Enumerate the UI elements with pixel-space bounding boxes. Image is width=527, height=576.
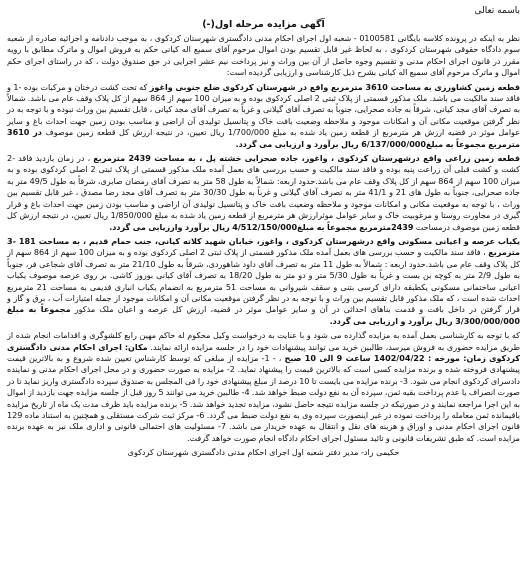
item-3-paragraph xyxy=(7,236,520,327)
auction-time: زمان: مورخه : 1402/04/22 ساعت 9 الی 10 صبح xyxy=(284,353,486,363)
item-2-paragraph xyxy=(7,153,520,233)
conditions-text-b: ، - 1- مزایده از مبلغی که توسط کارشناس تعیین شده شروع و به بالاترین قیمت پیشنهادی فروخته شده و برنده مزایده کسی است که بالاترین قیمت را پیشنهاد نماید. 2- مزایده به صورت حضوری و در محل اجرای احکام مدنی و نماینده دادسرای کردکوی انجام می شود. 3- برنده مزایده می بایست تا 10 درصد از مبلغ پیشنهادی خود را فی المجلس به صندوق سپرده دادگستری واریز نماید تا در صورت انصراف یا عدم پرداخت بقیه ثمن، سپرده آن به نفع دولت ضبط خواهد شد. 4- طالبین خرید می توانند 5 روز قبل از جلسه مزایده جهت بازدید از اموال به این اجرا مراجعه نمایند و در صورتیکه در جلسه مزایده نتیجه حاصل نشود، مزایده تجدید خواهد شد. 5- برنده مزایده باید ظرف مدت یک ماه از تاریخ مزایده باقیمانده ثمن معامله را پرداخت نموده در غیر اینصورت سپرده وی به نفع دولت ضبط می گردد. 6- مرکز ثبت شرکت مستقلی و همچنین به استناد ماده 129 قانون اجرای احکام مدنی و اوراق و هزینه های نقل و انتقال به عهده خریدار می باشد. 7- مسئولیت های احتمالی قانونی و اداری ملک نیز به عهده برنده مزایده است. که طبق تشریفات قانونی و تائید مسئول اجرای احکام دادگاه انجام صورت خواهد گرفت. xyxy=(7,353,521,443)
item-3-closing: مجموعاً به مبلغ 3/300/000/000 ریال برآورد و ارزیابی می گردد. xyxy=(7,305,520,326)
item-1-closing: در 3610 مترمربع مجموعاً به مبلغ6/137/000/000 ریال برآورد و ارزیابی می گردد. xyxy=(7,128,520,149)
item-2-body: ، در زمان بازدید فاقد -2 کشت و کشت قبلی آن زراعت پنبه بوده و فاقد سند مالکیت و حسب بررسی های بعمل آمده ملک مذکور قسمتی از پلاک ثبتی 2 اصلی کردکوی بوده و به میزان 100 سهم از 864 سهم از کل پلاک وقف عام می باشد.حدود اربعه: شمالاً به طول 58 متر به تصرف آقای رمضان صابری، شرقاً به طول 49/5 متر به جاده صحرایی، جنوباً به طول های 21 و 41/1 متر به تصرف آقای گیلانی و غرباً به طول 30/30 متر به تصرف آقای مجد رضا مصدق ، غیر قابل تقسیم بین وراث ، با توجه به موقعیت مکانی و امکانات موجود و ملاحظه وضعیت بافت خاک و پتانسیل تولیدی آن اراضی و مناسب بودن زمین جهت احداث باغ و قرار گیری در مجاورت روستا و مرغوبیت خاک و سایر عوامل موثرارزش هر مترمربع از قطعه زمین یاد شده به مبلغ 1/850/000 ریال تعیین، در نتیجه ارزش کل قطعه زمین موصوف درمساحت xyxy=(7,154,521,232)
item-3-body: ، فاقد سند مالکیت و حسب بررسی های بعمل آمده ملک مذکور قسمتی از پلاک ثبتی 2 اصلی کردکوی بوده و به میزان 100 سهم از 864 سهم از کل پلاک وقف عام می باشد.حدود اربعه : شمالاً به طول 11 متر به تصرف آقای داود شاهوردی، شرقاً به طول 21/10 متر به تصرف آقای شجاعی فر، جنوباً به طول 2/9 متر به کوچه بن بست و غرباً به طول 5/30 متر و دو متر به طول 18/20 به تصرف آقای کیانی بوروز کاشی. بر روی عرصه موصوف یکباب اعیانی ساختمانی مسکونی یکطبقه دارای کرسی بتنی و سقف شیروانی به مساحت 51 مترمربع به انضمام یکباب انباری قدیمی به مساحت 21 مترمربع احداث شده است ، که ملک مذکور قابل تقسیم بین وراث و با توجه به در نظر گرفتن موقعیت مکانی آن و امکانات موجود از جمله امتیازات آب ، برق و گاز و قرار گرفتن در داخل بافت و قدمت بناهای احداثی در آن و سایر عوامل موثر در قضیه، ارزش کل عرصه و اعیان ملک مذکور xyxy=(7,248,520,315)
notice-title: آگهی مزایده مرحله اول(-) xyxy=(202,19,325,30)
conditions-paragraph xyxy=(7,330,520,444)
auction-place: مکان: اجرای احکام مدنی دادگستری کردکوی xyxy=(7,342,520,363)
conditions-text-a: که با توجه به کارشناسی بعمل آمده به مزایده گذارده می شود و با عنایت به درخواست وکیل محکوم له حاکم مهین رابع کلشوگری و اقدامات انجام شده از طریق مزایده حضوری به فروش میرسد، طالبین خرید می توانند پیشنهادات خود را در جلسه مزایده ارائه نمایند. xyxy=(7,331,520,352)
item-2-heading: قطعه زمین زراعی واقع درشهرستان کردکوی ، واغوز، جاده صحرایی خشته پل ، به مساحت 2439 مترمربع xyxy=(93,154,521,164)
intro-paragraph: نظر به اینکه در پرونده کلاسه بایگانی 0100581 - شعبه اول اجرای احکام مدنی دادگستری شهرستان کردکوی ، به موجب دادنامه و اجرائیه صادره از شعبه سوم دادگاه حقوقی شهرستان کردکوی ، به لحاظ غیر قابل تقسیم بودن اموال مرحوم آقای سمیع اله کیانی حکم به فروش اموال و ماترک مطابق با رویه مقرر در قانون اجرای احکام مدنی و تقسیم وجوه حاصل از آن بین وراث و نیز پرداخت نیم عشر اجرایی در حق صندوق دولت ، که در راستای اجرای حکم اموال و ماترک مرحوم آقای سمیع اله کیانی بشرح ذیل کارشناسی و ارزیابی گردیده است: xyxy=(7,34,521,78)
item-1-paragraph xyxy=(7,82,520,150)
header-label: باسمه تعالی xyxy=(474,6,520,16)
item-3-heading: یکباب عرصه و اعیانی مسکونی واقع درشهرستان کردکوی ، واغوز، خیابان شهید کلاته کیانی، جنب حمام قدیم ، به مساحت 181 -3 مترمربع xyxy=(7,236,521,258)
item-1-heading: قطعه زمین کشاورزی به مساحت 3610 مترمربع واقع در شهرستان کردکوی ضلع جنوبی واغوز xyxy=(149,82,520,92)
signature-line: حکیمی راد- مدیر دفتر شعبه اول اجرای احکام مدنی دادگستری شهرستان کردکوی xyxy=(127,448,400,458)
item-1-body: که تحت کشت درختان و مرکبات بوده -1 و فاقد سند مالکیت می باشد. ملک مذکور قسمتی از پلاک ثبتی 2 اصلی کردکوی بوده و به میزان 100 سهم از 864 سهم از کل پلاک وقف عام می باشد. شمالاً به تصرف آقای مجد کیانی، شرقاً به جاده صحرایی، جنوباً به تصرف آقای گیلانی و غرباً به تصرف آقای مجد کیانی ، قابل تقسیم بین وراث نبوده و با توجه به در نظر گرفتن موقعیت مکانی آن و امکانات موجود و ملاحظه وضعیت بافت خاک و پتانسیل تولیدی آن اراضی و مناسب بودن زمین جهت احداث باغ و سایر عوامل موثر در قضیه ارزش هر مترمربع از قطعه زمین یاد شده به مبلغ 1/700/000 ریال تعیین، در نتیجه ارزش کل قطعه زمین موصوف xyxy=(7,82,521,138)
item-2-closing: 2439مترمربع مجموعاً به مبلغ4/512/150/000 ریال برآورد وارزیابی می گردد. xyxy=(109,222,414,232)
